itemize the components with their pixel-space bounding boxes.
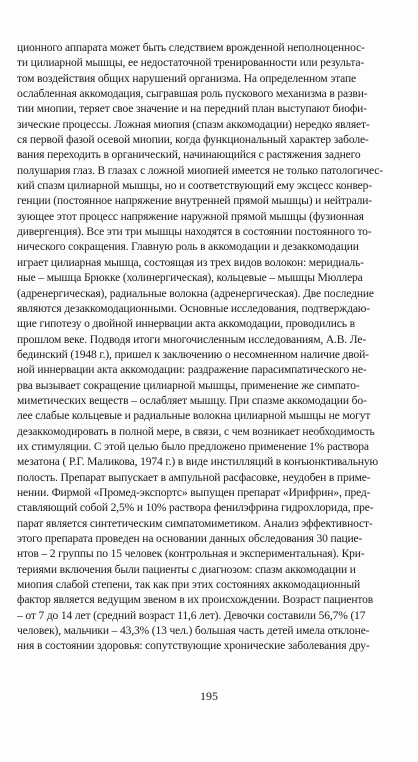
text-line: ной иннервации акта аккомодации: раздражение парасимпатического не- xyxy=(17,364,367,377)
text-line: ставляющий собой 2,5% и 10% раствора фенилэфрина гидрохлорида, пре- xyxy=(17,502,374,515)
text-line: дивергенция). Все эти три мышцы находятся в состоянии постоянного то- xyxy=(17,226,372,239)
text-line: щие гипотезу о двойной иннервации акта аккомодации, проводились в xyxy=(17,318,355,331)
text-line: фактор является ведущим звеном в их происхождении. Возраст пациентов xyxy=(17,594,374,607)
text-line: (адренергическая), радиальные волокна (адренергическая). Две последние xyxy=(17,287,374,300)
text-line: полушария глаз. В глазах с ложной миопией имеется не только патологичес- xyxy=(17,164,383,177)
text-line: полость. Препарат выпускает в ампульной расфасовке, неудобен в приме- xyxy=(17,471,371,484)
text-line: дезаккомодировать в полной мере, в связи, с чем возникает необходимость xyxy=(17,425,375,438)
page-number: 195 xyxy=(200,689,218,703)
text-line: ти цилиарной мышцы, ее недостаточной тренированности или результа- xyxy=(17,57,365,70)
text-line: том воздействия общих нарушений организма. На определенном этапе xyxy=(17,72,356,85)
text-line: нического сокращения. Главную роль в аккомодации и дезаккомодации xyxy=(17,241,359,254)
text-line: парат является синтетическим симпатомиметиком. Анализ эффективност- xyxy=(17,517,373,530)
text-line: ослабленная аккомодация, сыгравшая роль пускового механизма в разви- xyxy=(17,88,368,101)
text-line: тии миопии, теряет свое значение и на передний план выступают биофи- xyxy=(17,103,367,116)
text-line: этого препарата проведен на основании данных обследования 30 пацие- xyxy=(17,533,363,545)
text-line: ся первой фазой осевой миопии, когда функциональный характер заболе- xyxy=(17,134,369,147)
text-line: являются дезаккомодационными. Основные исследования, подтверждаю- xyxy=(17,302,370,315)
text-line: нении. Фирмой «Промед-экспортс» выпущен препарат «Ирифрин», пред- xyxy=(17,486,371,499)
text-line: генции (постоянное напряжение внутренней прямой мышцы) и нейтрали- xyxy=(17,195,373,208)
text-line: териями включения были пациенты с диагнозом: спазм аккомодации и xyxy=(17,563,356,576)
text-line: зующее этот процесс напряжение наружной прямой мышцы (фузионная xyxy=(17,210,364,223)
text-line: миметических веществ – ослабляет мышцу. При спазме аккомодации бо- xyxy=(17,394,367,407)
text-line: кий спазм цилиарной мышцы, но и соответствующий ему эксцесс конвер- xyxy=(17,180,372,193)
text-line: – от 7 до 14 лет (средний возраст 11,6 лет). Девочки составили 56,7% (17 xyxy=(17,609,366,622)
text-line: прошлом веке. Подводя итоги многочисленным исследованиям, А.В. Ле- xyxy=(17,333,367,346)
text-line: лее слабые кольцевые и радиальные волокна цилиарной мышцы не могут xyxy=(17,410,371,423)
text-line: рва вызывает сокращение цилиарной мышцы, применение же симпато- xyxy=(17,379,360,392)
text-line: вания переходить в органический, начинающийся с растяжения заднего xyxy=(17,149,361,162)
text-line: миопия слабой степени, так как при этих состояниях аккомодационный xyxy=(17,579,360,592)
body-text xyxy=(17,41,403,655)
text-line: ные – мышца Брюкке (холинергическая), кольцевые – мышцы Мюллера xyxy=(17,272,363,285)
text-line: играет цилиарная мышца, состоящая из трех видов волокон: меридиаль- xyxy=(17,256,364,269)
text-line: человек), мальчики – 43,3% (13 чел.) большая часть детей имела отклоне- xyxy=(17,625,370,638)
text-line: нтов – 2 группы по 15 человек (контрольная и экспериментальная). Кри- xyxy=(17,548,365,561)
text-line: бединский (1948 г.), пришел к заключению о несомненном наличие двой- xyxy=(17,348,369,361)
text-line: их стимуляции. С этой целью было предложено применение 1% раствора xyxy=(17,440,369,453)
text-line: зические процессы. Ложная миопия (спазм аккомодации) нередко являет- xyxy=(17,118,370,131)
text-line: мезатона ( Р.Г. Маликова, 1974 г.) в виде инстилляций в конъюнктивальную xyxy=(17,456,378,469)
text-line: ционного аппарата может быть следствием врожденной неполноценнос- xyxy=(17,42,365,54)
text-line: ния в состоянии здоровья: сопутствующие хронические заболевания дру- xyxy=(17,640,370,653)
